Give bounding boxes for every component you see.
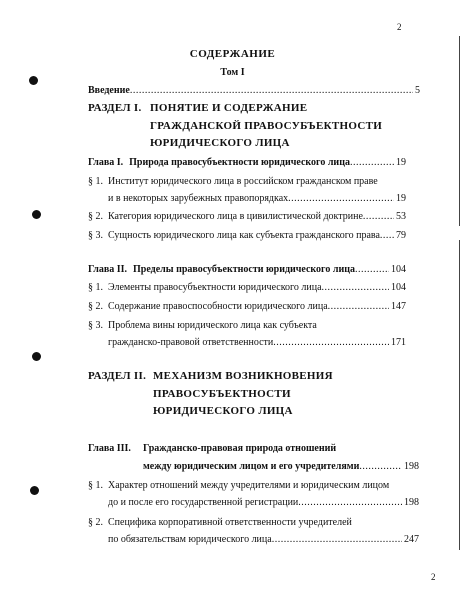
chapter-label: Глава III. [88,443,131,454]
toc-item-1-2[interactable] [88,211,406,222]
toc-page: 104 [391,264,406,275]
toc-item-title: гражданско-правовой ответственности [108,337,274,348]
chapter-title: Пределы правосубъектности юридического лица [133,264,355,275]
toc-chapter-2[interactable] [88,264,406,275]
toc-item-2-2[interactable] [88,301,406,312]
binder-hole [32,210,41,219]
section-title-line: ЮРИДИЧЕСКОГО ЛИЦА [153,405,293,417]
page-number-bottom: 2 [431,572,436,582]
toc-page: 19 [396,193,406,204]
toc-item-num: § 3. [88,320,103,331]
toc-item-num: § 1. [88,176,103,187]
toc-item-num: § 1. [88,282,103,293]
dot-leader [273,337,389,348]
dot-leader [363,211,394,222]
toc-page: 171 [391,337,406,348]
toc-item-num: § 3. [88,230,103,241]
chapter-label: Глава II. [88,264,128,275]
toc-item-3-2[interactable] [108,534,419,545]
section-label: РАЗДЕЛ II. [88,370,147,382]
chapter-title: Природа правосубъектности юридического лица [129,157,350,168]
toc-page: 79 [396,230,406,241]
toc-item-1-1[interactable] [108,193,406,204]
section-title-line: ПОНЯТИЕ И СОДЕРЖАНИЕ [150,102,308,114]
dot-leader [355,264,389,275]
toc-item-num: § 2. [88,211,103,222]
toc-item-title[interactable]: Проблема вины юридического лица как субъекта [108,320,317,331]
toc-item-2-1[interactable] [88,282,406,293]
toc-entry-label: Введение [88,85,130,96]
toc-item-title: по обязательствам юридического лица [108,534,272,545]
toc-page: 198 [404,461,419,472]
dot-leader [298,497,402,508]
scan-edge [459,36,460,226]
toc-item-title[interactable]: Институт юридического лица в российском гражданском праве [108,176,378,187]
chapter-label: Глава I. [88,157,124,168]
toc-page: 147 [391,301,406,312]
toc-item-title[interactable]: Специфика корпоративной ответственности учредителей [108,517,352,528]
dot-leader [272,534,402,545]
toc-page: 53 [396,211,406,222]
toc-page: 198 [404,497,419,508]
toc-entry-intro[interactable] [88,85,420,96]
section-title-line: ГРАЖДАНСКОЙ ПРАВОСУБЪЕКТНОСТИ [150,120,383,132]
section-title-line: МЕХАНИЗМ ВОЗНИКНОВЕНИЯ [153,370,333,382]
toc-item-title: Содержание правоспособности юридического лица [108,301,328,312]
volume-label: Том I [220,67,245,78]
toc-item-num: § 2. [88,517,103,528]
dot-leader [130,85,413,96]
dot-leader [380,230,394,241]
section-title-line: ПРАВОСУБЪЕКТНОСТИ [153,388,291,400]
toc-item-title: до и после его государственной регистрации [108,497,299,508]
section-label: РАЗДЕЛ I. [88,102,142,114]
section-title-line: ЮРИДИЧЕСКОГО ЛИЦА [150,137,290,149]
scan-edge [459,240,460,550]
toc-item-title: Сущность юридического лица как субъекта гражданского права [108,230,380,241]
binder-hole [32,352,41,361]
chapter-title[interactable]: Гражданско-правовая природа отношений [143,443,337,454]
dot-leader [328,301,389,312]
toc-item-1-3[interactable] [88,230,406,241]
chapter-title: между юридическим лицом и его учредителями [143,461,360,472]
toc-item-title: Элементы правосубъектности юридического лица [108,282,322,293]
toc-item-title[interactable]: Характер отношений между учредителями и юридическим лицом [108,480,390,491]
dot-leader [359,461,402,472]
toc-item-2-3[interactable] [108,337,406,348]
dot-leader [322,282,389,293]
toc-page: 104 [391,282,406,293]
toc-item-num: § 1. [88,480,103,491]
toc-chapter-3[interactable] [143,461,419,472]
page-title: СОДЕРЖАНИЕ [189,48,276,60]
dot-leader [288,193,394,204]
page-number-top: 2 [397,22,402,32]
toc-item-num: § 2. [88,301,103,312]
toc-item-title: Категория юридического лица в цивилистической доктрине [108,211,363,222]
toc-page: 19 [396,157,406,168]
binder-hole [30,486,39,495]
toc-item-title: и в некоторых зарубежных правопорядках [108,193,289,204]
dot-leader [350,157,394,168]
toc-page: 247 [404,534,419,545]
toc-page: 5 [415,85,420,96]
toc-item-3-1[interactable] [108,497,419,508]
toc-chapter-1[interactable] [88,157,406,168]
